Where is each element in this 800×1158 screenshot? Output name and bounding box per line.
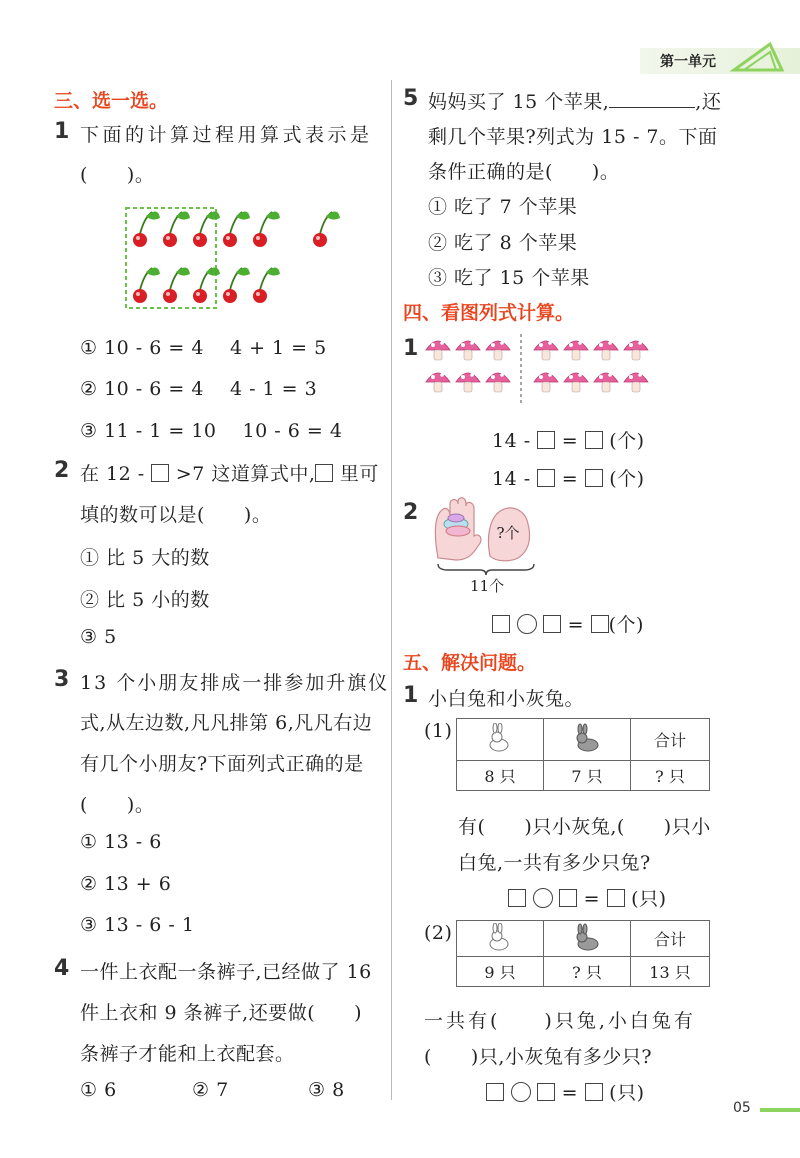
gray-rabbit-icon [570,723,604,753]
option-1[interactable]: ① 6 [80,1079,117,1101]
option-2[interactable]: ② 比 5 小的数 [80,589,210,611]
option-2[interactable]: ② 10 - 6 = 4 4 - 1 = 3 [80,378,318,400]
answer-box[interactable] [585,469,603,487]
question-text [80,459,379,486]
question-text: 式,从左边数,凡凡排第 6,凡凡右边 [80,712,373,734]
cherry-icon [193,211,220,247]
question-text: 条裤子才能和上衣配套。 [80,1043,295,1065]
gray-count: 7 只 [544,761,631,791]
question-number: 3 [54,667,70,692]
option-1[interactable]: ① 吃了 7 个苹果 [428,196,578,218]
white-rabbit-icon [483,923,517,951]
option-3[interactable]: ③ 11 - 1 = 10 10 - 6 = 4 [80,420,343,442]
answer-blank: ( )。 [80,164,155,186]
section-4-title: 四、看图列式计算。 [403,302,575,324]
rabbit-table-1 [456,718,710,791]
mushroom-icon [426,373,450,392]
question-number: 1 [54,119,70,144]
mushroom-icon [486,373,510,392]
mushroom-icon [564,341,588,360]
eq-unit: (个) [608,614,644,636]
equation-1 [492,426,645,453]
equation-2 [492,464,645,491]
cherry-icon [133,267,160,303]
page-number-bar [760,1108,800,1112]
total-header: 合计 [631,921,710,957]
column-divider [391,80,392,1100]
option-3[interactable]: ③ 8 [308,1079,345,1101]
cherry-icon [133,211,160,247]
equation-5 [486,1078,644,1105]
candy-icon [448,514,464,522]
mushroom-icon [534,341,558,360]
question-text [428,87,721,114]
mushroom-icon [456,341,480,360]
white-count: 9 只 [457,957,544,987]
gray-count: ? 只 [544,957,631,987]
eq-equals: = [583,888,601,910]
white-rabbit-cell [457,921,544,957]
question-number: 1 [403,336,419,361]
answer-box[interactable] [151,464,169,482]
cherry-icon [223,211,250,247]
answer-box[interactable] [543,615,561,633]
q5-part1: 妈妈买了 15 个苹果, [428,91,610,113]
eq-unit: (个) [609,430,645,452]
gray-rabbit-icon [570,923,604,951]
rabbit-table-2 [456,920,710,987]
total-header: 合计 [631,719,710,761]
answer-blank: ( )。 [80,794,155,816]
answer-box[interactable] [315,464,333,482]
unit-title: 第一单元 [660,54,716,70]
cherry-icon [163,267,190,303]
answer-box[interactable] [591,615,609,633]
q5-part2: ,还 [695,91,722,113]
answer-box[interactable] [537,431,555,449]
q2-part3: 里可 [339,463,379,485]
mushroom-icon [594,373,618,392]
question-text: 有几个小朋友?下面列式正确的是 [80,753,364,775]
answer-box[interactable] [585,431,603,449]
part-label: (1) [424,720,453,742]
answer-box[interactable] [492,615,510,633]
candy-icon [446,526,470,536]
question-number: 2 [54,458,70,483]
eq-equals: = [561,468,579,490]
option-1[interactable]: ① 比 5 大的数 [80,547,210,569]
question-text: 一共有( )只兔,小白兔有 [424,1010,696,1032]
gray-rabbit-cell [544,921,631,957]
question-number: 2 [403,500,419,525]
answer-box[interactable] [559,889,577,907]
answer-box[interactable] [508,889,526,907]
equation-3 [492,610,644,637]
mushroom-icon [456,373,480,392]
option-1[interactable]: ① 13 - 6 [80,831,162,853]
cherry-icon [163,211,190,247]
answer-box[interactable] [537,469,555,487]
question-text: 剩几个苹果?列式为 15 - 7。下面 [428,126,718,148]
question-text: 填的数可以是( )。 [80,504,272,526]
question-text: 件上衣和 9 条裤子,还要做( ) [80,1002,363,1024]
gray-rabbit-cell [544,719,631,761]
option-3[interactable]: ③ 13 - 6 - 1 [80,914,195,936]
white-count: 8 只 [457,761,544,791]
option-1[interactable]: ① 10 - 6 = 4 4 + 1 = 5 [80,337,327,359]
equation-4 [508,884,666,911]
cherry-icon [253,211,280,247]
operator-circle[interactable] [511,1082,531,1102]
section-5-title: 五、解决问题。 [403,652,537,674]
cherry-icon [193,267,220,303]
question-text: ( )只,小灰兔有多少只? [424,1046,653,1068]
eq-unit: (只) [609,1082,645,1104]
eq-equals: = [567,614,585,636]
mushrooms-picture [424,330,664,406]
operator-circle[interactable] [533,888,553,908]
mushroom-icon [564,373,588,392]
page-number: 05 [733,1100,751,1116]
q2-part1: 在 12 - [80,463,145,485]
eq-minuend: 14 - [492,430,531,452]
question-text: 下面的计算过程用算式表示是 [80,124,373,146]
operator-circle[interactable] [517,614,537,634]
question-text: 有( )只小灰兔,( )只小 [458,816,711,838]
eq-unit: (个) [609,468,645,490]
white-rabbit-cell [457,719,544,761]
section-3-title: 三、选一选。 [54,90,169,112]
total-count: ? 只 [631,761,710,791]
question-number: 5 [403,86,419,111]
fill-blank-line[interactable] [609,93,695,108]
cherry-icon [223,267,250,303]
eq-minuend: 14 - [492,468,531,490]
option-2[interactable]: ② 13 + 6 [80,873,172,895]
total-count: 13 只 [631,957,710,987]
question-text: 小白兔和小灰兔。 [428,688,585,710]
mushroom-icon [534,373,558,392]
answer-box[interactable] [537,1083,555,1101]
total-label: 11个 [470,577,505,595]
question-text: 一件上衣配一条裤子,已经做了 16 [80,961,372,983]
eq-equals: = [561,430,579,452]
option-2[interactable]: ② 7 [192,1079,229,1101]
option-3[interactable]: ③ 吃了 15 个苹果 [428,267,590,289]
mushroom-icon [624,341,648,360]
hidden-count-label: ?个 [496,524,520,542]
brace-icon [436,562,536,576]
eq-equals: = [561,1082,579,1104]
triangle-decoration-icon [730,40,790,74]
question-text: 条件正确的是( )。 [428,161,620,183]
mushroom-icon [426,341,450,360]
question-number: 1 [403,683,419,708]
cherries-picture [120,200,350,312]
cherry-icon [313,211,340,247]
q2-part2: >7 这道算式中, [175,463,316,485]
option-2[interactable]: ② 吃了 8 个苹果 [428,232,578,254]
mushroom-icon [486,341,510,360]
cherry-icon [253,267,280,303]
option-3[interactable]: ③ 5 [80,626,117,648]
question-text: 白兔,一共有多少只兔? [458,852,651,874]
answer-box[interactable] [585,1083,603,1101]
white-rabbit-icon [483,723,517,753]
mushroom-icon [594,341,618,360]
mushroom-icon [624,373,648,392]
answer-box[interactable] [486,1083,504,1101]
question-text: 13 个小朋友排成一排参加升旗仪 [80,672,390,694]
part-label: (2) [424,922,453,944]
eq-unit: (只) [631,888,667,910]
hands-with-candy-picture [428,496,538,572]
question-number: 4 [54,956,70,981]
answer-box[interactable] [607,889,625,907]
